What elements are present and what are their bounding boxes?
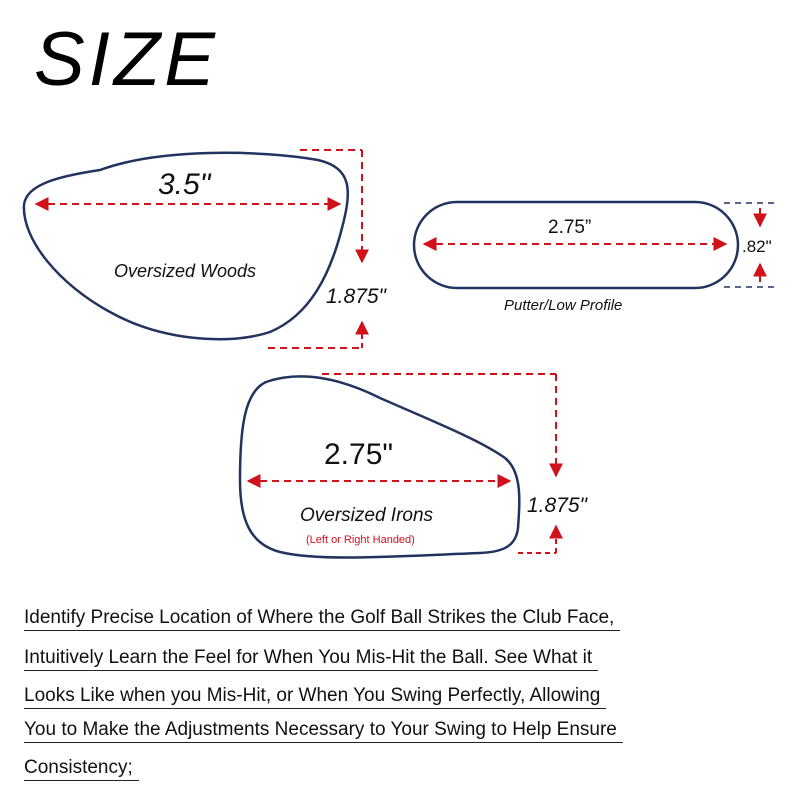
page-title: SIZE (34, 17, 219, 102)
putter-name-label: Putter/Low Profile (504, 297, 623, 314)
woods-group (24, 150, 388, 348)
irons-name-label: Oversized Irons (300, 505, 434, 526)
putter-height-label: .82" (742, 237, 772, 256)
putter-width-label: 2.75” (548, 217, 592, 238)
description-line: Consistency; (24, 756, 784, 781)
putter-group (414, 202, 778, 314)
irons-group (240, 374, 589, 558)
description-line: Identify Precise Location of Where the Golf Ball Strikes the Club Face, (24, 606, 784, 631)
description-line: You to Make the Adjustments Necessary to Your Swing to Help Ensure (24, 718, 784, 743)
irons-width-label: 2.75" (324, 438, 394, 471)
irons-sublabel: (Left or Right Handed) (306, 534, 415, 546)
irons-height-label: 1.875" (527, 494, 588, 517)
description-line: Looks Like when you Mis-Hit, or When You Swing Perfectly, Allowing (24, 684, 784, 709)
description-line: Intuitively Learn the Feel for When You Mis-Hit the Ball. See What it (24, 646, 784, 671)
woods-width-label: 3.5" (158, 168, 211, 201)
woods-height-label: 1.875" (326, 285, 387, 308)
woods-name-label: Oversized Woods (114, 261, 257, 281)
